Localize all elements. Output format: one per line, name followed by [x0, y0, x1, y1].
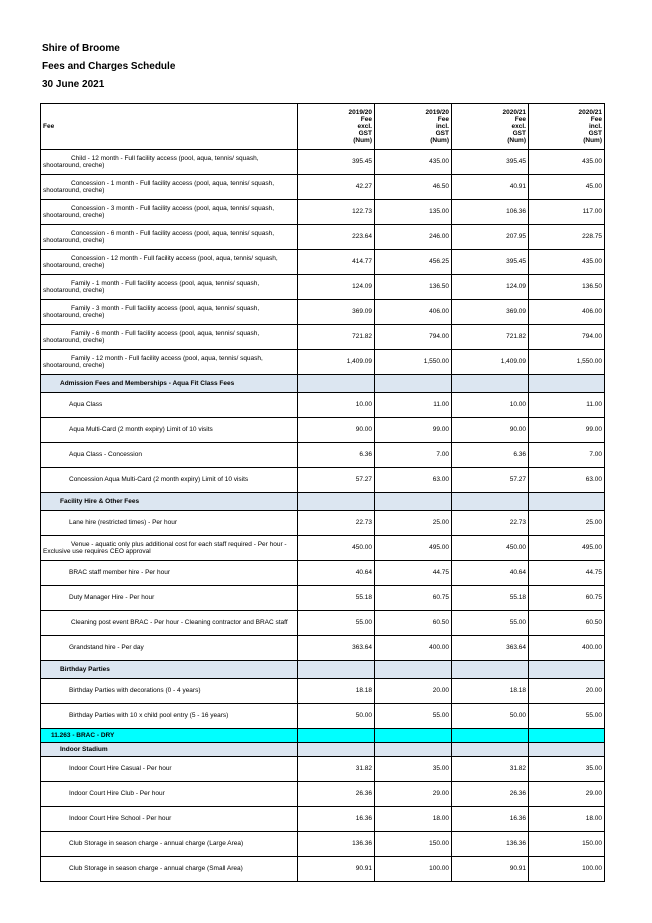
table-row [41, 250, 605, 275]
table-row [41, 757, 605, 782]
empty-cell [375, 375, 452, 393]
fee-value: 18.00 [375, 807, 452, 832]
fee-value: 63.00 [529, 468, 605, 493]
table-header-row [41, 104, 605, 150]
empty-cell [298, 493, 375, 511]
fee-value: 35.00 [375, 757, 452, 782]
fee-value: 18.00 [529, 807, 605, 832]
fee-value: 20.00 [375, 679, 452, 704]
fee-value: 721.82 [298, 325, 375, 350]
fee-value: 55.18 [452, 586, 529, 611]
fee-value: 22.73 [298, 511, 375, 536]
fee-description: Aqua Class [41, 393, 298, 418]
fee-value: 44.75 [375, 561, 452, 586]
header-line: Fee [437, 115, 449, 123]
fee-description: Birthday Parties with 10 x child pool entry (5 - 16 years) [41, 704, 298, 729]
table-row [41, 150, 605, 175]
column-header-2020-21-excl-gst [452, 104, 529, 150]
empty-cell [298, 375, 375, 393]
table-row [41, 350, 605, 375]
fee-description: Family - 6 month - Full facility access (pool, aqua, tennis/ squash, shootaround, creche) [41, 325, 298, 350]
fee-value: 369.09 [298, 300, 375, 325]
table-row [41, 225, 605, 250]
fee-value: 99.00 [375, 418, 452, 443]
fee-description: Birthday Parties with decorations (0 - 4 years) [41, 679, 298, 704]
fee-value: 207.95 [452, 225, 529, 250]
fee-value: 106.36 [452, 200, 529, 225]
fee-description: Concession - 12 month - Full facility access (pool, aqua, tennis/ squash, shootaround, creche) [41, 250, 298, 275]
fee-value: 435.00 [375, 150, 452, 175]
fee-value: 395.45 [298, 150, 375, 175]
fee-value: 55.00 [375, 704, 452, 729]
table-row [41, 832, 605, 857]
subsection-row [41, 743, 605, 757]
fee-value: 99.00 [529, 418, 605, 443]
table-row [41, 636, 605, 661]
fee-description: Club Storage in season charge - annual charge (Small Area) [41, 857, 298, 882]
fee-value: 18.18 [452, 679, 529, 704]
table-row [41, 200, 605, 225]
fee-value: 124.09 [452, 275, 529, 300]
fee-description: Aqua Multi-Card (2 month expiry) Limit of 10 visits [41, 418, 298, 443]
empty-cell [529, 661, 605, 679]
fee-value: 406.00 [529, 300, 605, 325]
fee-value: 55.00 [298, 611, 375, 636]
table-row [41, 468, 605, 493]
fee-value: 25.00 [529, 511, 605, 536]
fee-value: 246.00 [375, 225, 452, 250]
fee-value: 400.00 [375, 636, 452, 661]
fee-value: 11.00 [375, 393, 452, 418]
table-row [41, 782, 605, 807]
fee-value: 223.64 [298, 225, 375, 250]
fee-value: 7.00 [375, 443, 452, 468]
fee-description: Grandstand hire - Per day [41, 636, 298, 661]
header-line: excl. [357, 122, 372, 130]
fee-value: 90.91 [298, 857, 375, 882]
table-row [41, 536, 605, 561]
section-label: Facility Hire & Other Fees [41, 493, 298, 511]
table-row [41, 275, 605, 300]
fee-value: 40.64 [298, 561, 375, 586]
table-row [41, 704, 605, 729]
fee-value: 10.00 [298, 393, 375, 418]
fee-value: 406.00 [375, 300, 452, 325]
fee-value: 450.00 [298, 536, 375, 561]
fee-value: 50.00 [452, 704, 529, 729]
empty-cell [529, 493, 605, 511]
header-line: 2020/21 [502, 108, 526, 116]
header-line: (Num) [430, 137, 449, 145]
section-label: 11.263 - BRAC - DRY [41, 729, 298, 743]
fee-value: 136.36 [298, 832, 375, 857]
empty-cell [529, 743, 605, 757]
fee-value: 228.75 [529, 225, 605, 250]
fee-value: 1,550.00 [529, 350, 605, 375]
table-row [41, 611, 605, 636]
fee-value: 369.09 [452, 300, 529, 325]
fee-value: 40.91 [452, 175, 529, 200]
fee-value: 31.82 [298, 757, 375, 782]
fee-description: Indoor Court Hire School - Per hour [41, 807, 298, 832]
table-row [41, 418, 605, 443]
header-line: incl. [588, 122, 602, 130]
table-row [41, 807, 605, 832]
table-row [41, 325, 605, 350]
fees-table [40, 103, 605, 882]
header-line: Fee [360, 115, 372, 123]
fee-value: 60.50 [529, 611, 605, 636]
fee-value: 60.75 [529, 586, 605, 611]
fee-description: Indoor Court Hire Casual - Per hour [41, 757, 298, 782]
empty-cell [529, 729, 605, 743]
fee-value: 150.00 [529, 832, 605, 857]
header-line: excl. [511, 122, 526, 130]
fee-value: 45.00 [529, 175, 605, 200]
header-line: GST [435, 130, 449, 138]
fee-value: 55.00 [452, 611, 529, 636]
table-row [41, 175, 605, 200]
fee-value: 400.00 [529, 636, 605, 661]
fee-value: 136.50 [529, 275, 605, 300]
fee-value: 136.36 [452, 832, 529, 857]
table-row [41, 679, 605, 704]
fee-description: Duty Manager Hire - Per hour [41, 586, 298, 611]
fee-value: 60.75 [375, 586, 452, 611]
fee-value: 435.00 [529, 250, 605, 275]
section-row [41, 375, 605, 393]
table-row [41, 561, 605, 586]
fee-description: Family - 1 month - Full facility access (pool, aqua, tennis/ squash, shootaround, creche) [41, 275, 298, 300]
table-row [41, 300, 605, 325]
table-row [41, 511, 605, 536]
column-header-fee: Fee [41, 104, 298, 150]
empty-cell [298, 661, 375, 679]
empty-cell [452, 375, 529, 393]
fee-description: Cleaning post event BRAC - Per hour - Cleaning contractor and BRAC staff [41, 611, 298, 636]
header-line: (Num) [507, 137, 526, 145]
section-label: Indoor Stadium [41, 743, 298, 757]
fee-value: 6.36 [452, 443, 529, 468]
fee-value: 57.27 [298, 468, 375, 493]
fee-value: 100.00 [375, 857, 452, 882]
section-row [41, 493, 605, 511]
empty-cell [452, 743, 529, 757]
document-date: 30 June 2021 [42, 79, 105, 90]
fee-description: Aqua Class - Concession [41, 443, 298, 468]
empty-cell [375, 661, 452, 679]
table-row [41, 586, 605, 611]
fee-value: 90.00 [298, 418, 375, 443]
fee-value: 50.00 [298, 704, 375, 729]
fee-description: Family - 12 month - Full facility access (pool, aqua, tennis/ squash, shootaround, creche) [41, 350, 298, 375]
fee-value: 124.09 [298, 275, 375, 300]
fee-value: 363.64 [298, 636, 375, 661]
fee-value: 90.00 [452, 418, 529, 443]
header-line: GST [512, 130, 526, 138]
empty-cell [375, 743, 452, 757]
header-line: Fee [590, 115, 602, 123]
document-title: Fees and Charges Schedule [42, 61, 176, 72]
fee-description: BRAC staff member hire - Per hour [41, 561, 298, 586]
fee-value: 55.00 [529, 704, 605, 729]
fee-value: 363.64 [452, 636, 529, 661]
fee-description: Concession - 1 month - Full facility access (pool, aqua, tennis/ squash, shootaround, creche) [41, 175, 298, 200]
header-line: Fee [514, 115, 526, 123]
category-row [41, 729, 605, 743]
fee-value: 721.82 [452, 325, 529, 350]
fee-value: 135.00 [375, 200, 452, 225]
fee-value: 1,550.00 [375, 350, 452, 375]
fee-value: 31.82 [452, 757, 529, 782]
header-line: 2019/20 [348, 108, 372, 116]
fee-value: 46.50 [375, 175, 452, 200]
header-line: (Num) [353, 137, 372, 145]
fee-value: 10.00 [452, 393, 529, 418]
fee-value: 136.50 [375, 275, 452, 300]
empty-cell [298, 743, 375, 757]
section-label: Admission Fees and Memberships - Aqua Fit Class Fees [41, 375, 298, 393]
fee-description: Child - 12 month - Full facility access (pool, aqua, tennis/ squash, shootaround, creche) [41, 150, 298, 175]
fee-value: 6.36 [298, 443, 375, 468]
empty-cell [375, 493, 452, 511]
fee-value: 44.75 [529, 561, 605, 586]
fee-value: 122.73 [298, 200, 375, 225]
empty-cell [375, 729, 452, 743]
header-line: GST [588, 130, 602, 138]
fee-value: 794.00 [529, 325, 605, 350]
fee-description: Concession - 6 month - Full facility access (pool, aqua, tennis/ squash, shootaround, creche) [41, 225, 298, 250]
fee-value: 40.64 [452, 561, 529, 586]
fee-description: Concession - 3 month - Full facility access (pool, aqua, tennis/ squash, shootaround, creche) [41, 200, 298, 225]
fee-value: 100.00 [529, 857, 605, 882]
fee-value: 55.18 [298, 586, 375, 611]
fee-description: Venue - aquatic only plus additional cost for each staff required - Per hour - Exclusive use requires CEO approval [41, 536, 298, 561]
column-header-2019-20-excl-gst [298, 104, 375, 150]
fee-value: 395.45 [452, 250, 529, 275]
fee-value: 35.00 [529, 757, 605, 782]
column-header-2019-20-incl-gst [375, 104, 452, 150]
fee-value: 57.27 [452, 468, 529, 493]
empty-cell [452, 493, 529, 511]
fee-value: 42.27 [298, 175, 375, 200]
empty-cell [452, 661, 529, 679]
fee-value: 11.00 [529, 393, 605, 418]
fee-value: 1,409.09 [452, 350, 529, 375]
fee-value: 414.77 [298, 250, 375, 275]
fee-value: 20.00 [529, 679, 605, 704]
header-line: 2019/20 [425, 108, 449, 116]
fee-value: 16.36 [452, 807, 529, 832]
fee-value: 22.73 [452, 511, 529, 536]
column-header-2020-21-incl-gst [529, 104, 605, 150]
fee-value: 63.00 [375, 468, 452, 493]
fee-description: Lane hire (restricted times) - Per hour [41, 511, 298, 536]
fee-value: 150.00 [375, 832, 452, 857]
fees-table-body [41, 150, 605, 882]
header-line: incl. [435, 122, 449, 130]
fee-value: 1,409.09 [298, 350, 375, 375]
fee-description: Club Storage in season charge - annual charge (Large Area) [41, 832, 298, 857]
fee-value: 794.00 [375, 325, 452, 350]
section-label: Birthday Parties [41, 661, 298, 679]
fee-value: 395.45 [452, 150, 529, 175]
empty-cell [529, 375, 605, 393]
header-line: 2020/21 [578, 108, 602, 116]
fee-value: 29.00 [375, 782, 452, 807]
table-row [41, 393, 605, 418]
fee-value: 26.36 [298, 782, 375, 807]
header-line: GST [358, 130, 372, 138]
fee-value: 90.91 [452, 857, 529, 882]
organisation-name: Shire of Broome [42, 43, 120, 54]
fee-value: 495.00 [529, 536, 605, 561]
fee-description: Indoor Court Hire Club - Per hour [41, 782, 298, 807]
table-row [41, 857, 605, 882]
empty-cell [298, 729, 375, 743]
fee-value: 18.18 [298, 679, 375, 704]
fee-value: 29.00 [529, 782, 605, 807]
fee-value: 7.00 [529, 443, 605, 468]
empty-cell [452, 729, 529, 743]
header-line: (Num) [583, 137, 602, 145]
section-row [41, 661, 605, 679]
fee-value: 60.50 [375, 611, 452, 636]
fee-value: 456.25 [375, 250, 452, 275]
table-row [41, 443, 605, 468]
fee-value: 117.00 [529, 200, 605, 225]
fee-value: 435.00 [529, 150, 605, 175]
fee-description: Concession Aqua Multi-Card (2 month expiry) Limit of 10 visits [41, 468, 298, 493]
fee-value: 16.36 [298, 807, 375, 832]
fee-value: 495.00 [375, 536, 452, 561]
fee-value: 25.00 [375, 511, 452, 536]
fee-description: Family - 3 month - Full facility access (pool, aqua, tennis/ squash, shootaround, creche) [41, 300, 298, 325]
fee-value: 450.00 [452, 536, 529, 561]
fee-value: 26.36 [452, 782, 529, 807]
